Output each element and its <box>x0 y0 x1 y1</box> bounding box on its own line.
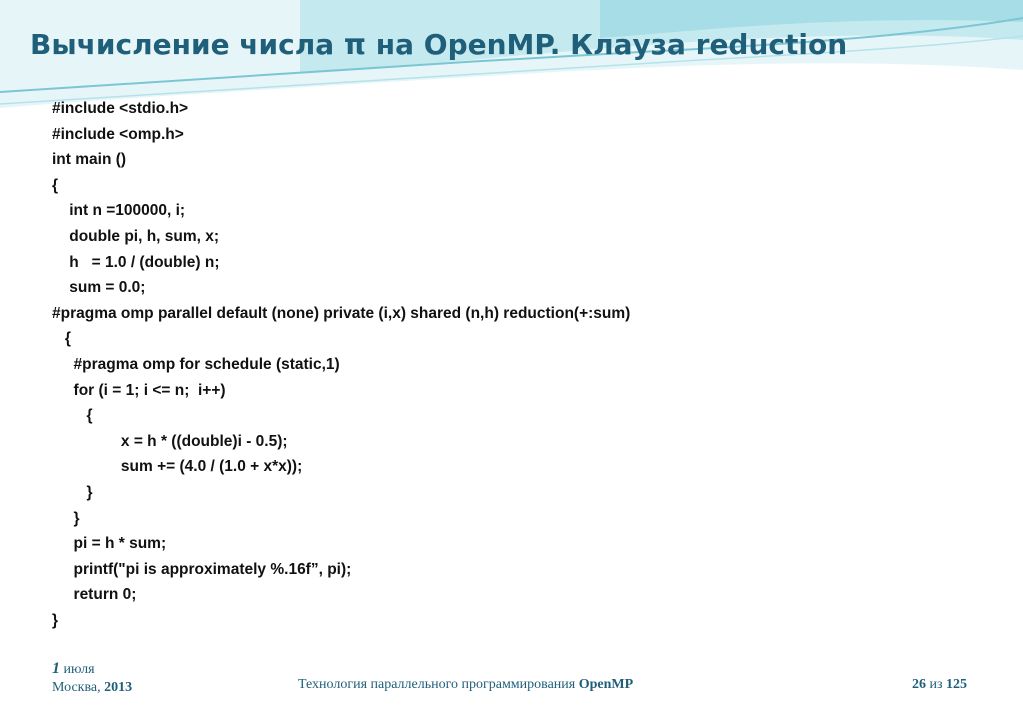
code-line: sum = 0.0; <box>52 279 146 297</box>
code-line: int n =100000, i; <box>52 202 186 220</box>
code-line: { <box>52 330 71 348</box>
code-line: { <box>52 176 59 194</box>
footer-course-tech: OpenMP <box>578 677 634 692</box>
code-line: x = h * ((double)i - 0.5); <box>52 432 288 450</box>
footer-course-text: Технология параллельного программирования <box>298 677 576 692</box>
footer-day: 1 <box>52 660 60 677</box>
footer-date <box>52 660 132 697</box>
page-current: 26 <box>912 677 926 692</box>
code-line: printf("pi is approximately %.16f”, pi); <box>52 560 352 578</box>
footer-comma: , <box>97 680 101 695</box>
footer-year: 2013 <box>104 680 133 695</box>
code-line: #include <stdio.h> <box>52 100 189 117</box>
code-line: } <box>52 509 80 527</box>
code-line: #pragma omp parallel default (none) private (i,x) shared (n,h) reduction(+:sum) <box>52 304 631 322</box>
code-line: for (i = 1; i <= n; i++) <box>52 381 226 399</box>
code-line: h = 1.0 / (double) n; <box>52 253 220 271</box>
footer-page-number <box>912 677 967 693</box>
footer-course <box>298 677 633 693</box>
code-line: #include <omp.h> <box>52 125 184 143</box>
code-line: } <box>52 483 93 501</box>
code-line: { <box>52 407 93 425</box>
footer-city: Москва <box>52 680 98 695</box>
code-line: sum += (4.0 / (1.0 + x*x)); <box>52 458 303 476</box>
code-line: } <box>52 611 59 629</box>
code-line: return 0; <box>52 586 137 604</box>
footer-month: июля <box>63 662 95 677</box>
code-listing <box>52 96 630 633</box>
code-line: int main () <box>52 151 127 169</box>
page-total: 125 <box>946 677 968 692</box>
code-line: #pragma omp for schedule (static,1) <box>52 355 340 373</box>
code-line: pi = h * sum; <box>52 535 167 553</box>
code-line: double pi, h, sum, x; <box>52 227 220 245</box>
page-separator: из <box>929 677 943 692</box>
slide-title: Вычисление числа π на OpenMP. Клауза reduction <box>30 28 848 61</box>
